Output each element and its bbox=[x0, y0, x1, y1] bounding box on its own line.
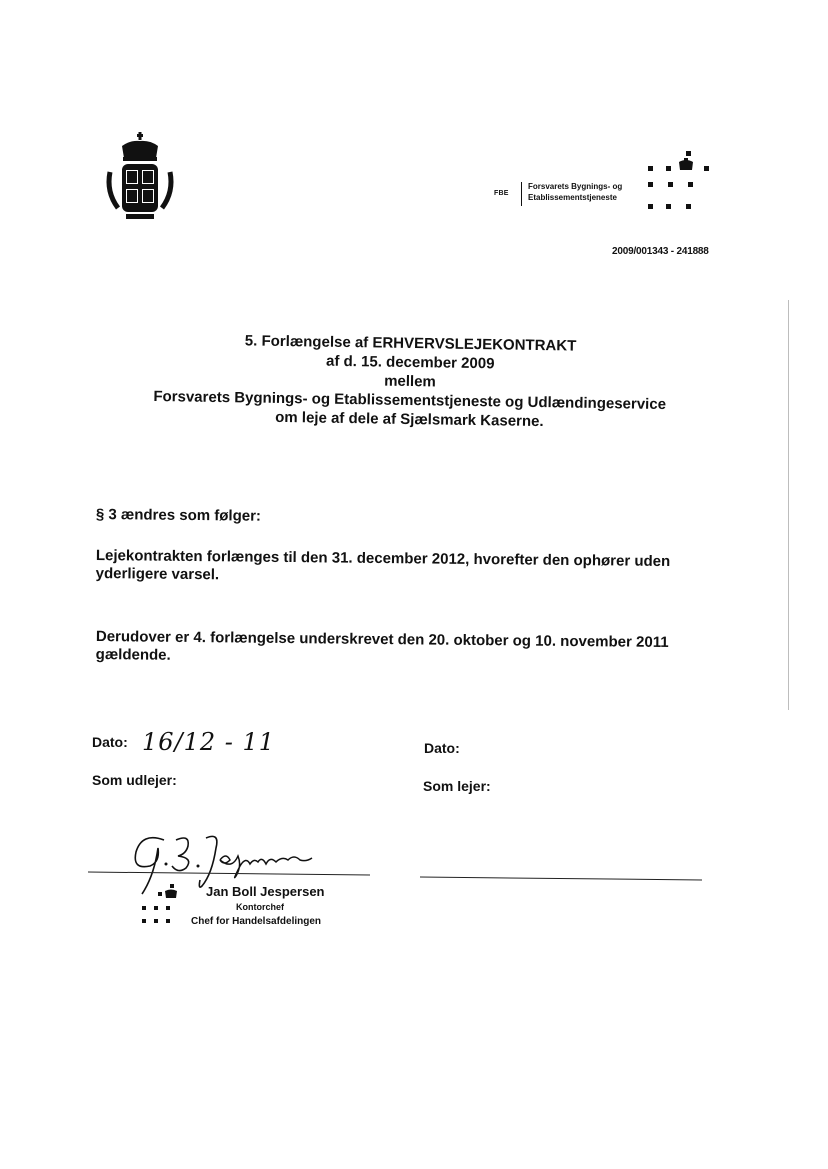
landlord-role-label: Som udlejer: bbox=[92, 772, 177, 788]
tenant-role-label: Som lejer: bbox=[423, 778, 491, 794]
landlord-date-label: Dato: bbox=[92, 734, 128, 750]
document-title bbox=[129, 330, 690, 434]
tenant-signature-line bbox=[420, 877, 702, 881]
landlord-date-handwritten: 16/12 - 11 bbox=[142, 728, 276, 756]
dot-grid-crown-icon bbox=[644, 146, 716, 222]
signer-department: Chef for Handelsafdelingen bbox=[191, 916, 322, 927]
tenant-date-label: Dato: bbox=[424, 740, 460, 756]
royal-crown-crest-icon bbox=[100, 132, 180, 224]
fbe-abbreviation: FBE bbox=[494, 190, 509, 197]
logo-divider bbox=[521, 182, 522, 206]
title-line-3: mellem bbox=[384, 372, 436, 391]
small-dot-crown-icon bbox=[140, 878, 196, 930]
title-line-1: 5. Forlængelse af ERHVERVSLEJEKONTRAKT bbox=[244, 332, 577, 355]
scan-margin-line bbox=[788, 300, 789, 710]
title-line-4: Forsvarets Bygnings- og Etablissementstjeneste og Udlændingeservice bbox=[153, 387, 667, 414]
fbe-name-line2: Etablissementstjeneste bbox=[528, 193, 617, 202]
extension-paragraph: Lejekontrakten forlænges til den 31. december 2012, hvorefter den ophører uden yderligere varsel. bbox=[95, 547, 671, 584]
fbe-logo bbox=[494, 146, 716, 222]
title-line-2: af d. 15. december 2009 bbox=[325, 352, 495, 373]
reference-number: 2009/001343 - 241888 bbox=[612, 246, 709, 257]
signer-name: Jan Boll Jespersen bbox=[206, 884, 325, 899]
further-paragraph: Derudover er 4. forlængelse underskrevet den 20. oktober og 10. november 2011 gældende. bbox=[95, 628, 669, 664]
signer-title: Kontorchef bbox=[236, 902, 284, 912]
title-line-5: om leje af dele af Sjælsmark Kaserne. bbox=[275, 408, 544, 431]
section-heading: § 3 ændres som følger: bbox=[95, 506, 262, 525]
fbe-name-line1: Forsvarets Bygnings- og bbox=[528, 182, 623, 191]
